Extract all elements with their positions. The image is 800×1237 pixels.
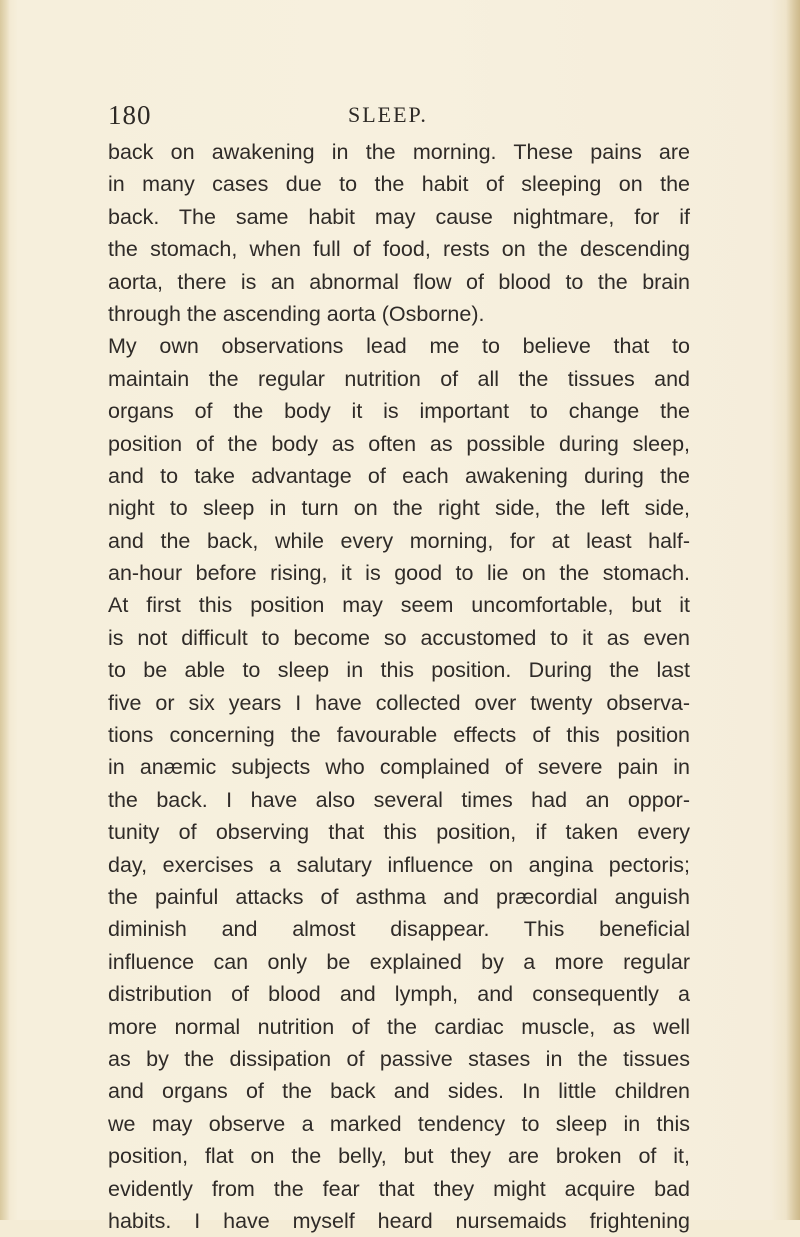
text-line: back on awakening in the morning. These pains are [108, 140, 690, 164]
text-line: an-hour before rising, it is good to lie on the stomach. [108, 561, 690, 586]
text-line: At first this position may seem uncomfortable, but it [108, 593, 690, 618]
text-line: and organs of the back and sides. In little children [108, 1079, 690, 1104]
text-line: the back. I have also several times had an oppor- [108, 787, 690, 812]
text-line: five or six years I have collected over twenty observa- [108, 690, 690, 715]
text-line: aorta, there is an abnormal flow of blood to the brain [108, 269, 690, 294]
text-line: tunity of observing that this position, if taken every [108, 820, 690, 845]
page-right-edge [786, 0, 800, 1220]
text-line: diminish and almost disappear. This beneficial [108, 917, 690, 942]
text-line: and to take advantage of each awakening during the [108, 463, 690, 488]
text-line: evidently from the fear that they might acquire bad [108, 1176, 690, 1201]
text-line: is not difficult to become so accustomed to it as even [108, 625, 690, 650]
text-line: maintain the regular nutrition of all the tissues and [108, 366, 690, 391]
text-line: as by the dissipation of passive stases in the tissues [108, 1046, 690, 1071]
body-text [108, 136, 690, 1237]
page-left-edge [0, 0, 10, 1220]
text-line: to be able to sleep in this position. During the last [108, 658, 690, 683]
text-line: back. The same habit may cause nightmare, for if [108, 204, 690, 229]
text-line: My own observations lead me to believe that to [108, 334, 690, 359]
text-line: we may observe a marked tendency to sleep in this [108, 1111, 690, 1136]
text-line: in many cases due to the habit of sleeping on the [108, 172, 690, 197]
text-line: influence can only be explained by a more regular [108, 949, 690, 974]
text-line: tions concerning the favourable effects of this position [108, 723, 690, 748]
text-line: position of the body as often as possible during sleep, [108, 431, 690, 456]
text-line: distribution of blood and lymph, and consequently a [108, 982, 690, 1007]
text-line: night to sleep in turn on the right side, the left side, [108, 496, 690, 521]
text-line: habits. I have myself heard nursemaids frightening [108, 1208, 690, 1233]
text-line: more normal nutrition of the cardiac muscle, as well [108, 1014, 690, 1039]
text-line: in anæmic subjects who complained of severe pain in [108, 755, 690, 780]
page-number: 180 [108, 100, 152, 130]
text-line: and the back, while every morning, for at least half- [108, 528, 690, 553]
text-line: position, flat on the belly, but they are broken of it, [108, 1144, 690, 1169]
text-line: day, exercises a salutary influence on angina pectoris; [108, 852, 690, 877]
text-line: the stomach, when full of food, rests on the descending [108, 237, 690, 262]
text-line: the painful attacks of asthma and præcordial anguish [108, 884, 690, 909]
page-header [108, 100, 688, 140]
text-line: organs of the body it is important to change the [108, 399, 690, 424]
text-line: through the ascending aorta (Osborne). [108, 301, 485, 326]
running-head: SLEEP. [348, 102, 428, 127]
